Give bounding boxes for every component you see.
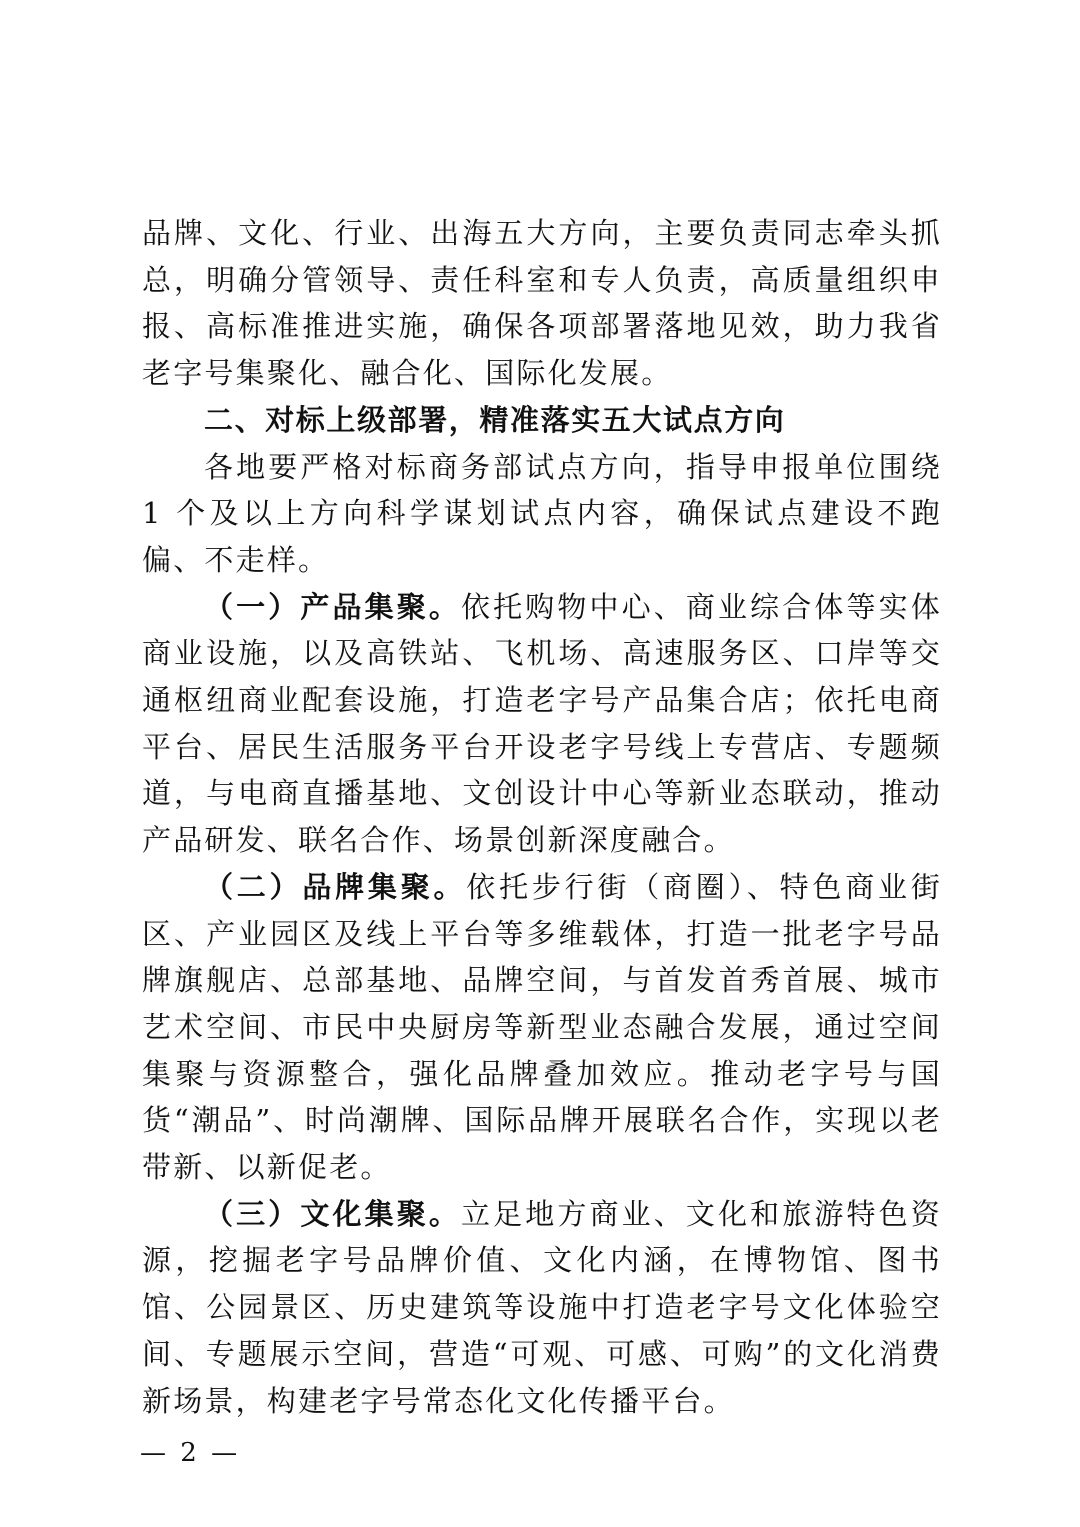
item-text-product: 依托购物中心、商业综合体等实体商业设施，以及高铁站、飞机场、高速服务区、口岸等交通枢纽商业配套设施，打造老字号产品集合店；依托电商平台、居民生活服务平台开设老字号线上专营店、专题频道，与电商直播基地、文创设计中心等新业态联动，推动产品研发、联名合作、场景创新深度融合。 — [142, 589, 942, 858]
item-paragraph-product — [142, 584, 942, 864]
item-title-culture: （三）文化集聚。 — [204, 1196, 462, 1231]
item-text-brand: 依托步行街（商圈）、特色商业街区、产业园区及线上平台等多维载体，打造一批老字号品牌旗舰店、总部基地、品牌空间，与首发首秀首展、城市艺术空间、市民中央厨房等新型业态融合发展，通过空间集聚与资源整合，强化品牌叠加效应。推动老字号与国货“潮品”、时尚潮牌、国际品牌开展联名合作，实现以老带新、以新促老。 — [142, 869, 942, 1185]
continuation-paragraph: 品牌、文化、行业、出海五大方向，主要负责同志牵头抓总，明确分管领导、责任科室和专人负责，高质量组织申报、高标准推进实施，确保各项部署落地见效，助力我省老字号集聚化、融合化、国际化发展。 — [142, 216, 942, 391]
document-body — [142, 210, 942, 1424]
item-text-culture: 立足地方商业、文化和旅游特色资源，挖掘老字号品牌价值、文化内涵，在博物馆、图书馆、公园景区、历史建筑等设施中打造老字号文化体验空间、专题展示空间，营造“可观、可感、可购”的文化消费新场景，构建老字号常态化文化传播平台。 — [142, 1196, 942, 1418]
item-title-brand: （二）品牌集聚。 — [204, 869, 467, 904]
section-intro-paragraph: 各地要严格对标商务部试点方向，指导申报单位围绕 1 个及以上方向科学谋划试点内容，确保试点建设不跑偏、不走样。 — [142, 449, 942, 577]
item-paragraph-culture — [142, 1191, 942, 1425]
section-heading: 二、对标上级部署，精准落实五大试点方向 — [204, 402, 786, 437]
page-number: — 2 — — [140, 1438, 241, 1468]
item-title-product: （一）产品集聚。 — [204, 589, 462, 624]
item-paragraph-brand — [142, 864, 942, 1191]
